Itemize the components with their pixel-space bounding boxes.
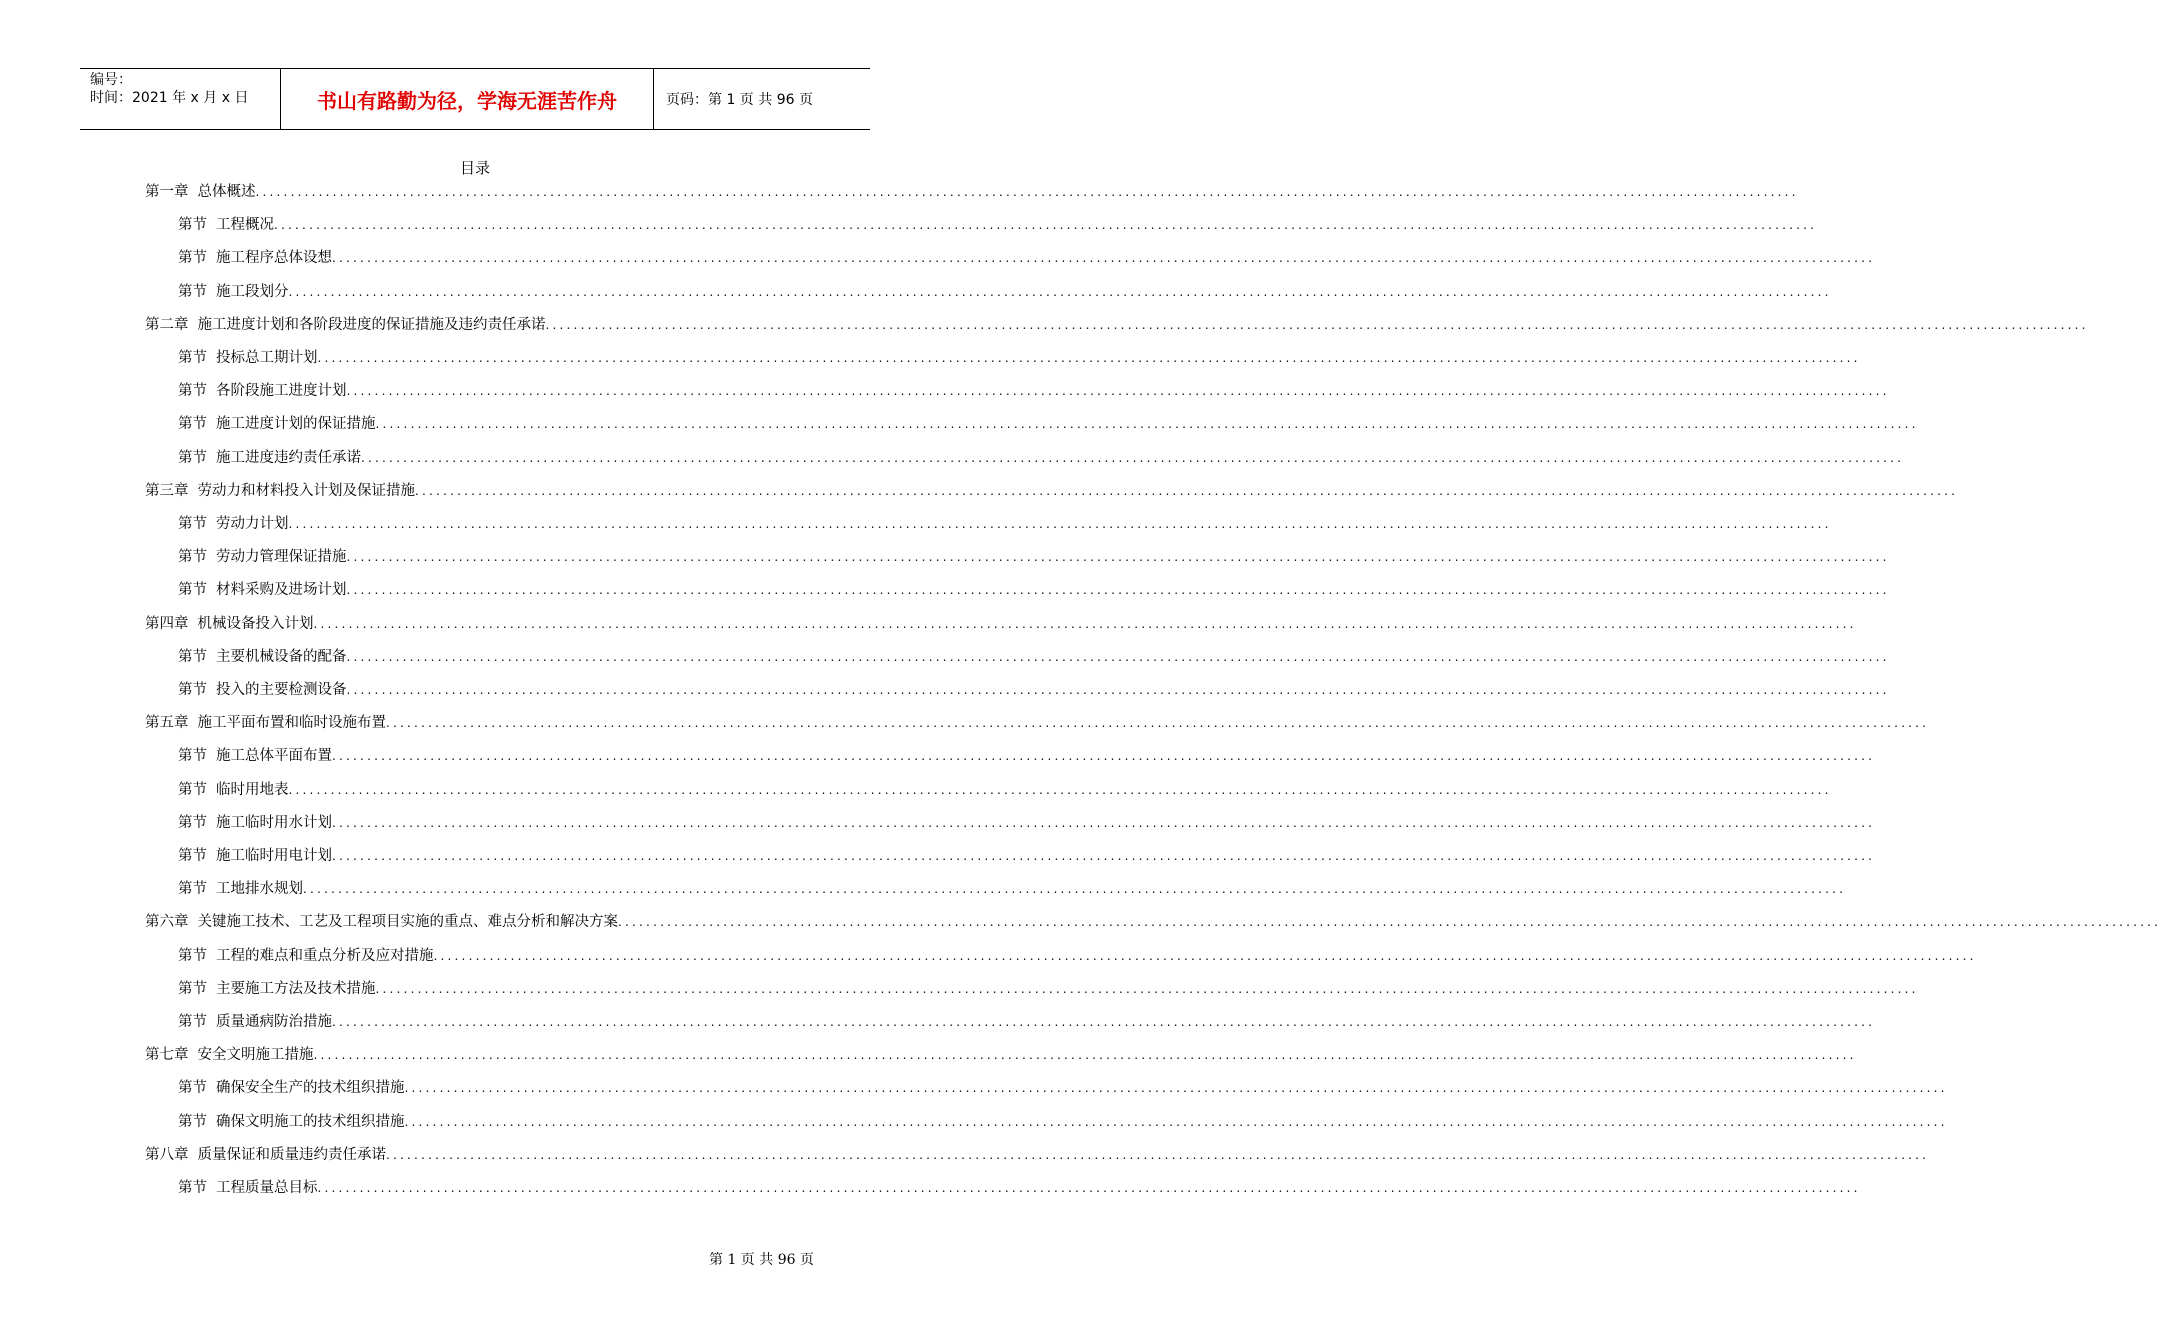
- toc-entry-title: 施工总体平面布置: [216, 748, 332, 765]
- toc-dot-leader: ............................................................................................................................................................................................................................: [386, 1147, 1930, 1162]
- toc-dot-leader: ............................................................................................................................................................................................................................: [317, 351, 1861, 365]
- toc-entry-number: 第节: [178, 582, 207, 599]
- toc-entry-number: 第节: [178, 814, 207, 831]
- toc-section-entry[interactable]: [178, 508, 1832, 541]
- toc-dot-leader: ............................................................................................................................................................................................................................: [433, 948, 1977, 963]
- header-motto: 书山有路勤为径，学海无涯苦作舟: [281, 69, 654, 129]
- toc-section-entry[interactable]: [178, 342, 1861, 375]
- toc-dot-leader: ............................................................................................................................................................................................................................: [332, 1015, 1876, 1029]
- toc-entry-title: 施工段划分: [216, 283, 289, 300]
- toc-section-entry[interactable]: [178, 242, 1876, 275]
- toc-section-entry[interactable]: [178, 774, 1832, 807]
- toc-chapter-entry[interactable]: [145, 309, 2089, 342]
- toc-entry-number: 第节: [178, 980, 207, 997]
- header-page-info: 页码：第 1 页 共 96 页: [666, 92, 813, 108]
- toc-entry-number: 第节: [178, 250, 207, 267]
- toc-section-entry[interactable]: [178, 674, 1890, 707]
- toc-chapter-entry[interactable]: [145, 176, 1799, 209]
- toc-dot-leader: ............................................................................................................................................................................................................................: [332, 815, 1876, 830]
- toc-section-entry[interactable]: [178, 840, 1876, 873]
- toc-entry-title: 施工进度计划的保证措施: [216, 416, 376, 433]
- toc-entry-number: 第节: [178, 549, 207, 566]
- toc-chapter-entry[interactable]: [145, 475, 1959, 508]
- toc-entry-number: 第四章: [145, 615, 189, 632]
- toc-chapter-entry[interactable]: [145, 707, 1930, 740]
- toc-entry-title: 投标总工期计划: [216, 350, 318, 366]
- toc-dot-leader: ............................................................................................................................................................................................................................: [375, 981, 1919, 996]
- toc-entry-title: 施工进度计划和各阶段进度的保证措施及违约责任承诺: [197, 316, 546, 333]
- toc-chapter-entry[interactable]: [145, 1139, 1930, 1172]
- toc-section-entry[interactable]: [178, 574, 1890, 607]
- toc-dot-leader: ............................................................................................................................................................................................................................: [288, 782, 1832, 797]
- toc-entry-title: 工地排水规划: [216, 881, 303, 898]
- toc-dot-leader: ............................................................................................................................................................................................................................: [361, 450, 1905, 465]
- toc-dot-leader: ............................................................................................................................................................................................................................: [303, 882, 1847, 897]
- toc-entry-number: 第节: [178, 1080, 207, 1097]
- toc-entry-title: 劳动力和材料投入计划及保证措施: [197, 482, 415, 499]
- toc-entry-number: 第节: [178, 1180, 207, 1196]
- toc-entry-title: 质量保证和质量违约责任承诺: [197, 1146, 386, 1163]
- toc-entry-number: 第节: [178, 781, 207, 798]
- toc-entry-number: 第节: [178, 383, 207, 400]
- toc-entry-number: 第五章: [145, 715, 189, 732]
- toc-entry-title: 劳动力计划: [216, 516, 289, 532]
- toc-section-entry[interactable]: [178, 375, 1890, 408]
- toc-entry-number: 第节: [178, 881, 207, 898]
- toc-entry-number: 第七章: [145, 1047, 189, 1064]
- toc-entry-title: 工程概况: [216, 217, 274, 234]
- toc-chapter-entry[interactable]: [145, 906, 2161, 939]
- toc-dot-leader: ............................................................................................................................................................................................................................: [288, 284, 1832, 299]
- toc-dot-leader: ............................................................................................................................................................................................................................: [346, 683, 1890, 697]
- toc-section-entry[interactable]: [178, 1006, 1876, 1039]
- toc-section-entry[interactable]: [178, 408, 1919, 441]
- toc-dot-leader: ............................................................................................................................................................................................................................: [274, 218, 1818, 233]
- toc-section-entry[interactable]: [178, 1172, 1861, 1205]
- toc-entry-number: 第节: [178, 416, 207, 433]
- toc-entry-number: 第节: [178, 283, 207, 300]
- toc-section-entry[interactable]: [178, 973, 1919, 1006]
- toc-dot-leader: ............................................................................................................................................................................................................................: [346, 583, 1890, 598]
- document-date-label: 时间：2021 年 x 月 x 日: [90, 90, 249, 106]
- toc-entry-number: 第节: [178, 217, 207, 234]
- toc-entry-title: 关键施工技术、工艺及工程项目实施的重点、难点分析和解决方案: [197, 914, 618, 931]
- page-header: [80, 68, 870, 130]
- toc-entry-number: 第节: [178, 682, 207, 698]
- toc-title: 目录: [459, 159, 490, 177]
- toc-entry-number: 第一章: [145, 184, 189, 200]
- toc-dot-leader: ............................................................................................................................................................................................................................: [404, 1081, 1948, 1096]
- toc-dot-leader: ............................................................................................................................................................................................................................: [346, 384, 1890, 399]
- toc-entry-number: 第三章: [145, 482, 189, 499]
- toc-section-entry[interactable]: [178, 940, 1977, 973]
- toc-dot-leader: ............................................................................................................................................................................................................................: [313, 616, 1857, 631]
- toc-dot-leader: ............................................................................................................................................................................................................................: [346, 550, 1890, 565]
- toc-dot-leader: ............................................................................................................................................................................................................................: [346, 649, 1890, 664]
- toc-entry-number: 第节: [178, 1014, 207, 1030]
- toc-dot-leader: ............................................................................................................................................................................................................................: [313, 1048, 1857, 1063]
- toc-entry-title: 主要施工方法及技术措施: [216, 980, 376, 997]
- toc-section-entry[interactable]: [178, 807, 1876, 840]
- toc-section-entry[interactable]: [178, 1106, 1948, 1139]
- toc-dot-leader: ............................................................................................................................................................................................................................: [375, 417, 1919, 432]
- toc-section-entry[interactable]: [178, 442, 1905, 475]
- toc-section-entry[interactable]: [178, 276, 1832, 309]
- toc-dot-leader: ............................................................................................................................................................................................................................: [332, 251, 1876, 266]
- toc-entry-number: 第节: [178, 516, 207, 532]
- toc-dot-leader: ............................................................................................................................................................................................................................: [545, 317, 2089, 332]
- toc-entry-title: 主要机械设备的配备: [216, 648, 347, 665]
- toc-entry-number: 第节: [178, 350, 207, 366]
- toc-entry-number: 第二章: [145, 316, 189, 333]
- toc-entry-number: 第节: [178, 748, 207, 765]
- toc-section-entry[interactable]: [178, 541, 1890, 574]
- toc-entry-title: 工程的难点和重点分析及应对措施: [216, 947, 434, 964]
- toc-section-entry[interactable]: [178, 1072, 1948, 1105]
- toc-dot-leader: ............................................................................................................................................................................................................................: [317, 1181, 1861, 1195]
- toc-entry-title: 工程质量总目标: [216, 1180, 318, 1196]
- toc-section-entry[interactable]: [178, 641, 1890, 674]
- toc-entry-title: 材料采购及进场计划: [216, 582, 347, 599]
- toc-dot-leader: ............................................................................................................................................................................................................................: [415, 483, 1959, 498]
- toc-dot-leader: ............................................................................................................................................................................................................................: [618, 915, 2161, 930]
- toc-dot-leader: ............................................................................................................................................................................................................................: [332, 749, 1876, 764]
- toc-section-entry[interactable]: [178, 740, 1876, 773]
- toc-entry-number: 第节: [178, 1113, 207, 1130]
- toc-entry-title: 施工进度违约责任承诺: [216, 449, 361, 466]
- toc-entry-title: 机械设备投入计划: [197, 615, 314, 632]
- toc-dot-leader: ............................................................................................................................................................................................................................: [332, 849, 1876, 863]
- toc-entry-title: 确保安全生产的技术组织措施: [216, 1080, 405, 1097]
- toc-entry-number: 第节: [178, 449, 207, 466]
- toc-entry-title: 临时用地表: [216, 781, 289, 798]
- toc-dot-leader: ............................................................................................................................................................................................................................: [386, 716, 1930, 731]
- toc-entry-number: 第节: [178, 648, 207, 665]
- header-meta: [80, 69, 281, 129]
- toc-entry-number: 第八章: [145, 1146, 189, 1163]
- toc-entry-title: 质量通病防治措施: [216, 1014, 332, 1030]
- toc-entry-number: 第节: [178, 848, 207, 864]
- toc-entry-number: 第节: [178, 947, 207, 964]
- toc-entry-title: 投入的主要检测设备: [216, 682, 347, 698]
- toc-entry-title: 劳动力管理保证措施: [216, 549, 347, 566]
- toc-dot-leader: ............................................................................................................................................................................................................................: [255, 185, 1799, 199]
- toc-entry-title: 施工平面布置和临时设施布置: [197, 715, 386, 732]
- toc-dot-leader: ............................................................................................................................................................................................................................: [404, 1114, 1948, 1129]
- toc-entry-title: 确保文明施工的技术组织措施: [216, 1113, 405, 1130]
- toc-chapter-entry[interactable]: [145, 1039, 1857, 1072]
- toc-entry-title: 总体概述: [197, 184, 256, 200]
- toc-dot-leader: ............................................................................................................................................................................................................................: [288, 517, 1832, 531]
- toc-entry-title: 施工临时用水计划: [216, 814, 332, 831]
- page-footer: 第 1 页 共 96 页: [709, 1252, 814, 1268]
- toc-entry-number: 第六章: [145, 914, 189, 931]
- toc-entry-title: 施工程序总体设想: [216, 250, 332, 267]
- toc-section-entry[interactable]: [178, 873, 1847, 906]
- toc-entry-title: 各阶段施工进度计划: [216, 383, 347, 400]
- toc-section-entry[interactable]: [178, 209, 1818, 242]
- toc-entry-title: 施工临时用电计划: [216, 848, 332, 864]
- toc-entry-title: 安全文明施工措施: [197, 1047, 314, 1064]
- toc-chapter-entry[interactable]: [145, 608, 1857, 641]
- document-number-label: 编号：: [90, 72, 132, 88]
